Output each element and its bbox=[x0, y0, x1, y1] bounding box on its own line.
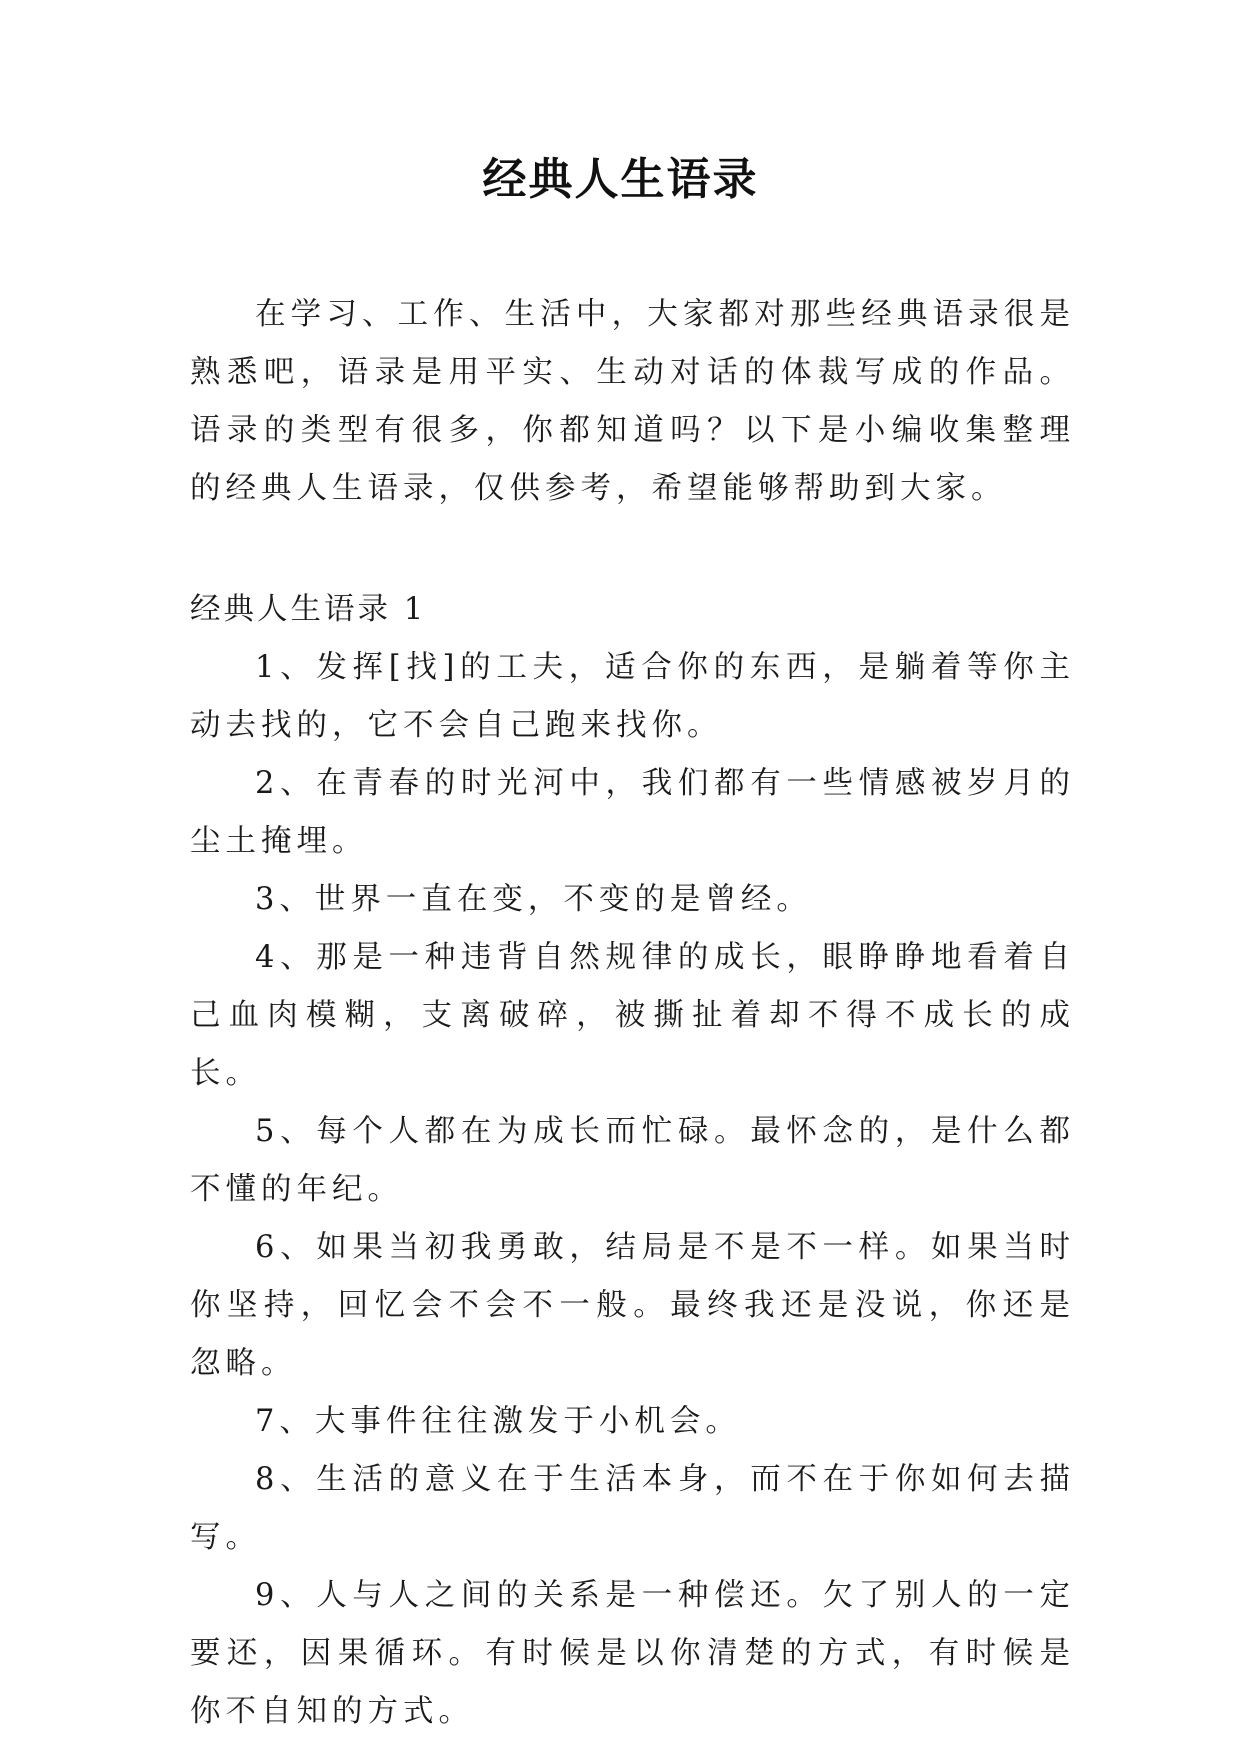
quote-list bbox=[190, 639, 1075, 1741]
quote-item: 2、在青春的时光河中，我们都有一些情感被岁月的尘土掩埋。 bbox=[190, 766, 1075, 859]
quote-item: 4、那是一种违背自然规律的成长，眼睁睁地看着自己血肉模糊，支离破碎，被撕扯着却不得不成长的成长。 bbox=[190, 940, 1075, 1091]
quote-item: 1、发挥[找]的工夫，适合你的东西，是躺着等你主动去找的，它不会自己跑来找你。 bbox=[190, 650, 1075, 743]
section-heading: 经典人生语录 1 bbox=[190, 592, 427, 627]
document-title: 经典人生语录 bbox=[482, 154, 759, 205]
quote-item: 9、人与人之间的关系是一种偿还。欠了别人的一定要还，因果循环。有时候是以你清楚的方式，有时候是你不自知的方式。 bbox=[190, 1578, 1075, 1729]
intro-paragraph: 在学习、工作、生活中，大家都对那些经典语录很是熟悉吧，语录是用平实、生动对话的体裁写成的作品。语录的类型有很多，你都知道吗？以下是小编收集整理的经典人生语录，仅供参考，希望能够帮助到大家。 bbox=[190, 297, 1075, 506]
quote-item: 6、如果当初我勇敢，结局是不是不一样。如果当时你坚持，回忆会不会不一般。最终我还是没说，你还是忽略。 bbox=[190, 1230, 1075, 1381]
quote-item: 7、大事件往往激发于小机会。 bbox=[255, 1404, 741, 1439]
quote-item: 3、世界一直在变，不变的是曾经。 bbox=[255, 882, 812, 917]
quote-item: 5、每个人都在为成长而忙碌。最怀念的，是什么都不懂的年纪。 bbox=[190, 1114, 1075, 1207]
quote-item: 8、生活的意义在于生活本身，而不在于你如何去描写。 bbox=[190, 1462, 1075, 1555]
